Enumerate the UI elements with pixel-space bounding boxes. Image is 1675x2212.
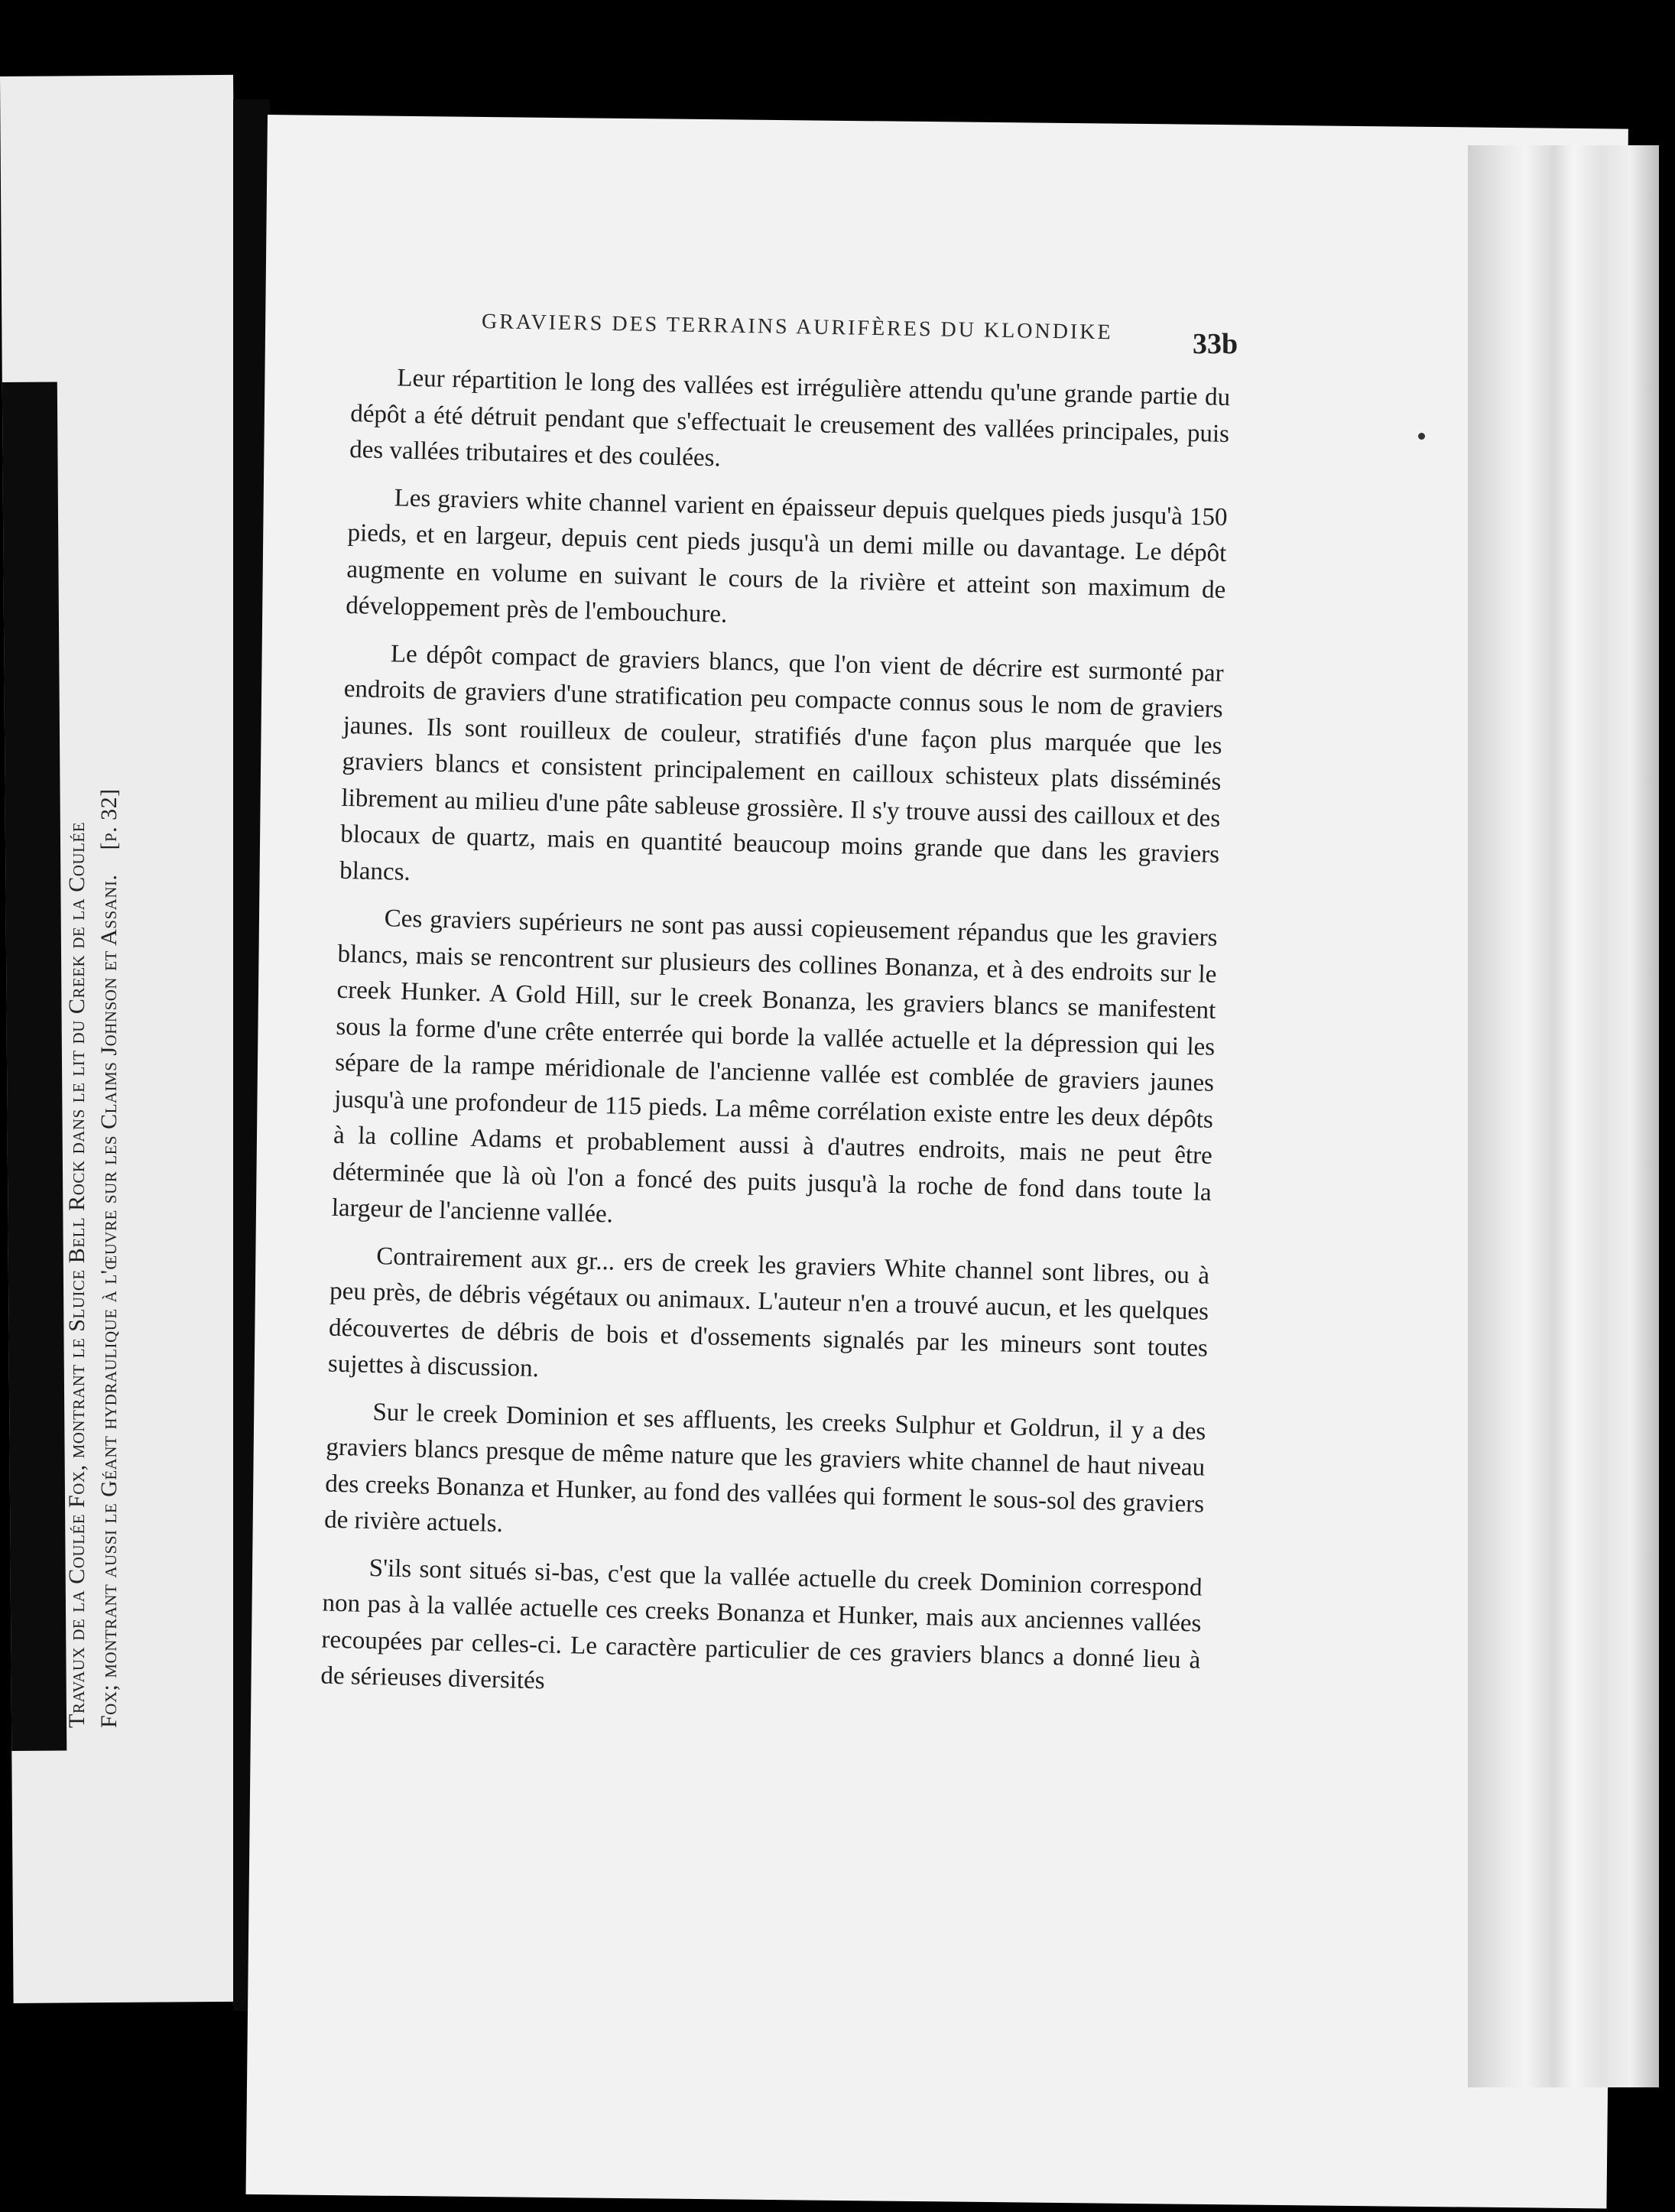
- body-text: [320, 359, 1231, 1726]
- paragraph: Leur répartition le long des vallées est irrégulière attendu qu'une grande partie du dépôt a été détruit pendant que s'effectuait le creusement des vallées principales, puis des vallées tributaires et des coulées.: [349, 364, 1231, 473]
- paragraph: Sur le creek Dominion et ses affluents, les creeks Sulphur et Goldrun, il y a des graviers blancs presque de même nature que les graviers white channel de haut niveau des creeks Bonanza et Hunker, au fond des vallées qui forment le sous-sol des graviers de rivière actuels.: [323, 1398, 1206, 1538]
- paragraph: S'ils sont situés si-bas, c'est que la vallée actuelle du creek Dominion correspond non pas à la vallée actuelle ces creeks Bonanza et Hunker, mais aux anciennes vallées recoupées par celles-ci. Le caractère particulier de ces graviers blancs a donné lieu à de sérieuses diversités: [320, 1554, 1203, 1695]
- caption-line-2: Fox; montrant aussi le Géant hydraulique à l'œuvre sur les Claims Johnson et Assani.: [96, 874, 122, 1728]
- paragraph: Le dépôt compact de graviers blancs, que l'on vient de décrire est surmonté par endroits de graviers d'une stratification peu compacte connus sous le nom de graviers jaunes. Ils sont rouilleux de couleur, stratifiés d'une façon plus marquée que les graviers blancs et consistent principalement en cailloux schisteux plats disséminés librement au milieu d'une pâte sableuse grossière. Il s'y trouve aussi des cailloux et des blocaux de quartz, mais en quantité beaucoup moins grande que dans les graviers blancs.: [339, 639, 1225, 886]
- plate-page-reference: [p. 32]: [96, 788, 122, 850]
- page-edge-stack: [1468, 145, 1659, 2087]
- paragraph: Les graviers white channel varient en épaisseur depuis quelques pieds jusqu'à 150 pieds, et en largeur, depuis cent pieds jusqu'à un demi mille ou davantage. Le dépôt augmente en volume en suivant le cours de la rivière et atteint son maximum de développement près de l'embouchure.: [345, 483, 1228, 629]
- plate-caption: [61, 367, 125, 1728]
- paragraph: Ces graviers supérieurs ne sont pas aussi copieusement répandus que les graviers blancs, mais se rencontrent sur plusieurs des collines Bonanza, et à des endroits sur le creek Hunker. A Gold Hill, sur le creek Bonanza, les graviers blancs se manifestent sous la forme d'une crête enterrée qui borde la vallée actuelle et la dépression qui les sépare de la rampe méridionale de l'ancienne vallée est comblée de graviers jaunes jusqu'à une profondeur de 115 pieds. La même corrélation existe entre les deux dépôts à la colline Adams et probablement aussi à d'autres endroits, mais ne peut être déterminée que là où l'on a foncé des puits jusqu'à la roche de fond dans toute la largeur de l'ancienne vallée.: [331, 905, 1218, 1229]
- caption-line-1: Travaux de la Coulée Fox, montrant le Sluice Bell Rock dans le lit du Creek de la Coulée: [64, 821, 89, 1728]
- photo-plate-edge: [2, 382, 67, 1750]
- page-number: 33b: [1193, 328, 1238, 360]
- paragraph: Contrairement aux gr... ers de creek les graviers White channel sont libres, ou à peu près, de débris végétaux ou animaux. L'auteur n'en a trouvé aucun, et les quelques découvertes de débris de bois et d'ossements signalés par les mineurs sont toutes sujettes à discussion.: [327, 1242, 1210, 1383]
- running-head: GRAVIERS DES TERRAINS AURIFÈRES DU KLONDIKE: [481, 310, 1113, 345]
- ink-speck: [1418, 433, 1425, 440]
